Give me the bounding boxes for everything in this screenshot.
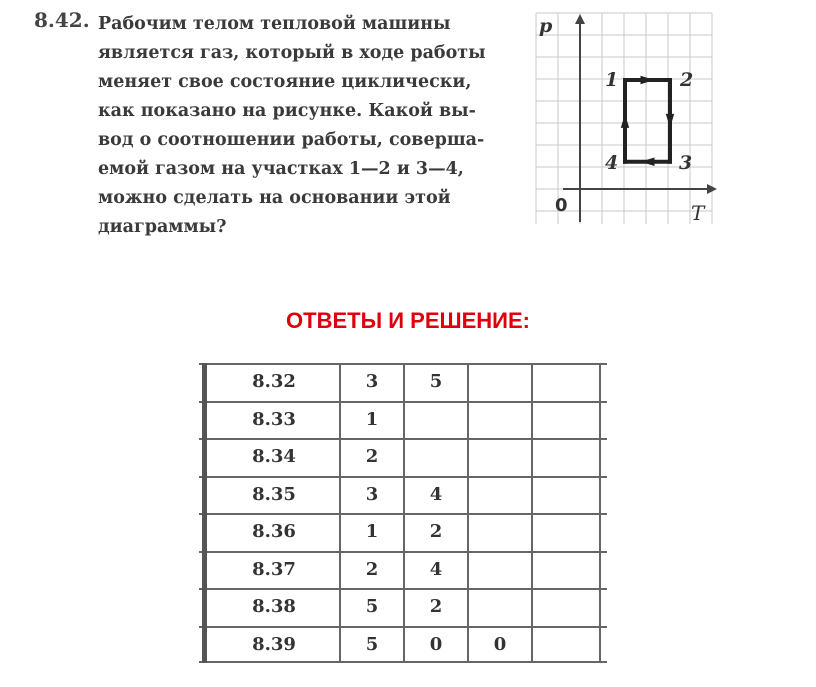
problem-id-cell: 8.33 — [252, 408, 296, 430]
answer-cell — [405, 401, 467, 439]
problem-line: меняет свое состояние циклически, — [98, 72, 472, 92]
point-label: 1 — [605, 69, 619, 91]
answer-cell — [533, 438, 599, 476]
answer-cell — [533, 513, 599, 551]
answer-cell — [469, 401, 531, 439]
problem-id-cell: 8.34 — [252, 446, 296, 467]
answer-cell: 5 — [365, 633, 379, 655]
cycle-direction-arrow — [621, 114, 629, 128]
answer-cell — [469, 588, 531, 626]
pt-diagram — [533, 8, 718, 228]
answers-heading: ОТВЕТЫ И РЕШЕНИЕ: — [286, 308, 530, 333]
answer-cell: 5 — [365, 596, 379, 617]
table-column-border — [599, 363, 601, 663]
table-column-border — [202, 363, 207, 663]
problem-id-cell: 8.38 — [252, 596, 296, 617]
table-column-border — [403, 363, 405, 663]
problem-id-cell: 8.36 — [252, 521, 296, 542]
answer-cell — [469, 438, 531, 476]
answer-cell: 3 — [365, 371, 379, 392]
answer-cell — [533, 626, 599, 664]
answer-cell: 5 — [429, 371, 443, 392]
problem-text — [98, 10, 502, 242]
problem-line: является газ, который в ходе работы — [98, 43, 486, 63]
problem-line: можно сделать на основании этой — [98, 188, 451, 208]
answer-cell — [469, 513, 531, 551]
answer-cell: 2 — [365, 558, 379, 580]
answer-cell — [405, 438, 467, 476]
problem-line: Рабочим телом тепловой машины — [98, 14, 451, 34]
answer-cell: 3 — [365, 483, 379, 505]
answer-cell — [469, 551, 531, 589]
cycle-path — [605, 69, 693, 174]
problem-number: 8.42. — [34, 8, 90, 32]
answers-table — [199, 363, 607, 663]
problem-id-cell: 8.39 — [252, 633, 296, 655]
answer-cell: 2 — [429, 521, 443, 542]
origin-label: 0 — [555, 195, 568, 216]
problem-line: диаграммы? — [98, 217, 227, 237]
answer-cell — [533, 401, 599, 439]
problem-id-cell: 8.35 — [252, 483, 296, 505]
problem-id-cell: 8.32 — [252, 371, 296, 392]
problem-line: емой газом на участках 1—2 и 3—4, — [98, 159, 464, 179]
problem-id-cell: 8.37 — [252, 558, 296, 580]
point-label: 2 — [680, 69, 694, 91]
answer-cell — [533, 588, 599, 626]
answer-cell: 4 — [429, 558, 443, 580]
answer-cell: 4 — [429, 483, 443, 505]
point-label: 3 — [679, 151, 693, 174]
answer-cell: 0 — [493, 633, 507, 655]
y-axis-label: p — [539, 15, 553, 37]
answer-cell: 1 — [365, 521, 379, 542]
answer-cell: 0 — [429, 633, 443, 655]
problem-line: вод о соотношении работы, соверша- — [98, 130, 485, 150]
table-column-border — [467, 363, 469, 663]
answer-cell: 2 — [365, 446, 379, 467]
point-label: 4 — [605, 151, 619, 174]
problem-line: как показано на рисунке. Какой вы- — [98, 101, 476, 121]
answer-cell — [469, 363, 531, 401]
answer-cell: 1 — [365, 408, 379, 430]
x-axis-label: T — [691, 201, 705, 225]
cycle-direction-arrow — [641, 76, 655, 84]
answer-cell — [533, 363, 599, 401]
answer-cell — [533, 476, 599, 514]
answer-cell: 2 — [429, 596, 443, 617]
answer-cell — [469, 476, 531, 514]
cycle-direction-arrow — [641, 158, 655, 166]
table-column-border — [531, 363, 533, 663]
cycle-direction-arrow — [666, 114, 674, 128]
table-column-border — [339, 363, 341, 663]
answer-cell — [533, 551, 599, 589]
